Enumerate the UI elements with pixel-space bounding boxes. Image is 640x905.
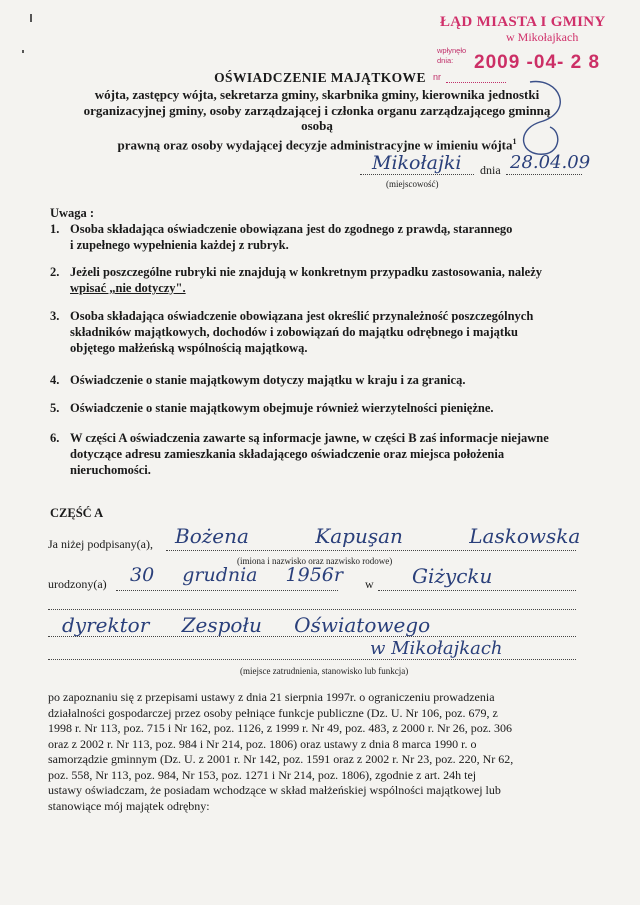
notice-heading: Uwaga : (50, 206, 95, 220)
signer-caption: (imiona i nazwisko oraz nazwisko rodowe) (237, 556, 393, 566)
notice-item-line: składników majątkowych, dochodów i zobowiązań do majątku odrębnego i majątku (70, 325, 518, 339)
place-dots (360, 174, 474, 175)
notice-item-number: 6. (50, 431, 60, 445)
signer-dots (166, 550, 576, 551)
notice-item-6 (50, 430, 580, 480)
stamp-office: ŁĄD MIASTA I GMINY (440, 14, 606, 30)
notice-item-number: 4. (50, 373, 60, 387)
body-line: samorządzie gminnym (Dz. U. z 2001 r. Nr 142, poz. 1591 oraz z 2002 r. Nr 23, poz. 220, Nr 62, (48, 752, 514, 766)
stamp-date-label: dnia: (437, 56, 454, 65)
signer-label: Ja niżej podpisany(a), (48, 537, 153, 551)
margin-mark (30, 14, 32, 22)
page-title: OŚWIADCZENIE MAJĄTKOWE (214, 70, 426, 85)
body-line: poz. 558, Nr 113, poz. 984, Nr 153, poz. 1271 i Nr 214, poz. 1806), zgodnie z art. 24h tej (48, 767, 477, 782)
notice-item-line: Oświadczenie o stanie majątkowym obejmuje również wierzytelności pieniężne. (70, 401, 494, 415)
body-line: po zapoznaniu się z przepisami ustawy z dnia 21 sierpnia 1997r. o ograniczeniu prowadzenia (48, 690, 495, 704)
employment-dots-1 (48, 636, 576, 637)
born-place-dots (378, 590, 576, 591)
notice-item-number: 1. (50, 222, 60, 236)
footnote-mark: 1 (512, 136, 517, 146)
notice-item-line: Jeżeli poszczególne rubryki nie znajdują w konkretnym przypadku zastosowania, należy (70, 265, 542, 279)
notice-item-1 (50, 221, 580, 255)
part-a-body (48, 690, 588, 814)
notice-item-5 (50, 400, 580, 418)
page-subtitle (82, 87, 552, 152)
notice-item-line: W części A oświadczenia zawarte są informacje jawne, w części B zaś informacje niejawne (70, 431, 549, 445)
notice-item-line: dotyczące adresu zamieszkania składającego oświadczenie oraz miejsca położenia (70, 447, 505, 461)
born-place: Giżycku (412, 564, 493, 588)
stamp-date: 2009 -04- 2 8 (474, 52, 601, 73)
date-value: 28.04.09 (510, 152, 591, 173)
notice-item-line: i zupełnego wypełnienia każdej z rubryk. (70, 238, 289, 252)
notice-item-number: 2. (50, 265, 60, 279)
employment-dots-2 (48, 659, 576, 660)
signer-value: Bożena Kapuşan Laskowska (175, 524, 581, 548)
body-line: 1998 r. Nr 113, poz. 715 i Nr 162, poz. 1126, z 1999 r. Nr 49, poz. 483, z 2000 r. Nr 26, poz. 306 (48, 721, 513, 735)
notice-item-line: nieruchomości. (70, 463, 151, 477)
stamp-town: w Mikołajkach (506, 30, 579, 44)
body-line: oraz z 2002 r. Nr 113, poz. 984 i Nr 214, poz. 1806) oraz ustawy z dnia 8 marca 1990 r. o (48, 736, 477, 751)
body-line: stanowiące mój majątek odrębny: (48, 798, 210, 813)
part-a-heading: CZĘŚĆ A (50, 506, 104, 520)
notice-item-number: 3. (50, 309, 60, 323)
stamp-received-label: wpłynęło (437, 46, 467, 55)
employment-line-1: dyrektor Zespołu Oświatowego (62, 613, 431, 637)
date-label: dnia (480, 163, 501, 177)
employment-line-2: w Mikołajkach (370, 638, 503, 659)
notice-item-2 (50, 264, 580, 298)
notice-item-line: wpisać „nie dotyczy". (70, 281, 186, 295)
notice-item-line: Osoba składająca oświadczenie obowiązana jest do zgodnego z prawdą, starannego (70, 222, 513, 236)
notice-item-number: 5. (50, 401, 60, 415)
notice-item-line: objętego małżeńską wspólnością majątkową. (70, 341, 308, 355)
subtitle-line: wójta, zastępcy wójta, sekretarza gminy, skarbnika gminy, kierownika jednostki (94, 87, 540, 102)
place-caption: (miejscowość) (386, 179, 439, 189)
born-in-label: w (365, 577, 374, 591)
subtitle-line: organizacyjnej gminy, osoby zarządzającej i członka organu zarządzającego gminną osobą (83, 102, 551, 133)
employment-caption: (miejsce zatrudnienia, stanowisko lub funkcja) (240, 666, 409, 676)
body-line: ustawy oświadczam, że posiadam wchodzące w skład małżeńskiej wspólności majątkowej lub (48, 783, 501, 797)
margin-mark (22, 50, 24, 53)
born-date-dots (116, 590, 338, 591)
born-label: urodzony(a) (48, 577, 107, 591)
born-date: 30 grudnia 1956r (130, 564, 343, 586)
blank-dots-line (48, 609, 576, 610)
subtitle-line: prawną oraz osoby wydającej decyzje administracyjne w imieniu wójta (117, 136, 513, 152)
notice-item-line: Oświadczenie o stanie majątkowym dotyczy majątku w kraju i za granicą. (70, 373, 466, 387)
place-value: Mikołajki (372, 152, 462, 174)
notice-item-4 (50, 372, 580, 390)
notice-item-line: Osoba składająca oświadczenie obowiązana jest określić przynależność poszczególnych (70, 309, 534, 323)
notice-item-3 (50, 308, 580, 358)
body-line: działalności gospodarczej przez osoby pełniące funkcje publiczne (Dz. U. Nr 106, poz. 679, z (48, 705, 498, 720)
date-dots (506, 174, 582, 175)
stamp-number-label: nr (433, 72, 442, 82)
